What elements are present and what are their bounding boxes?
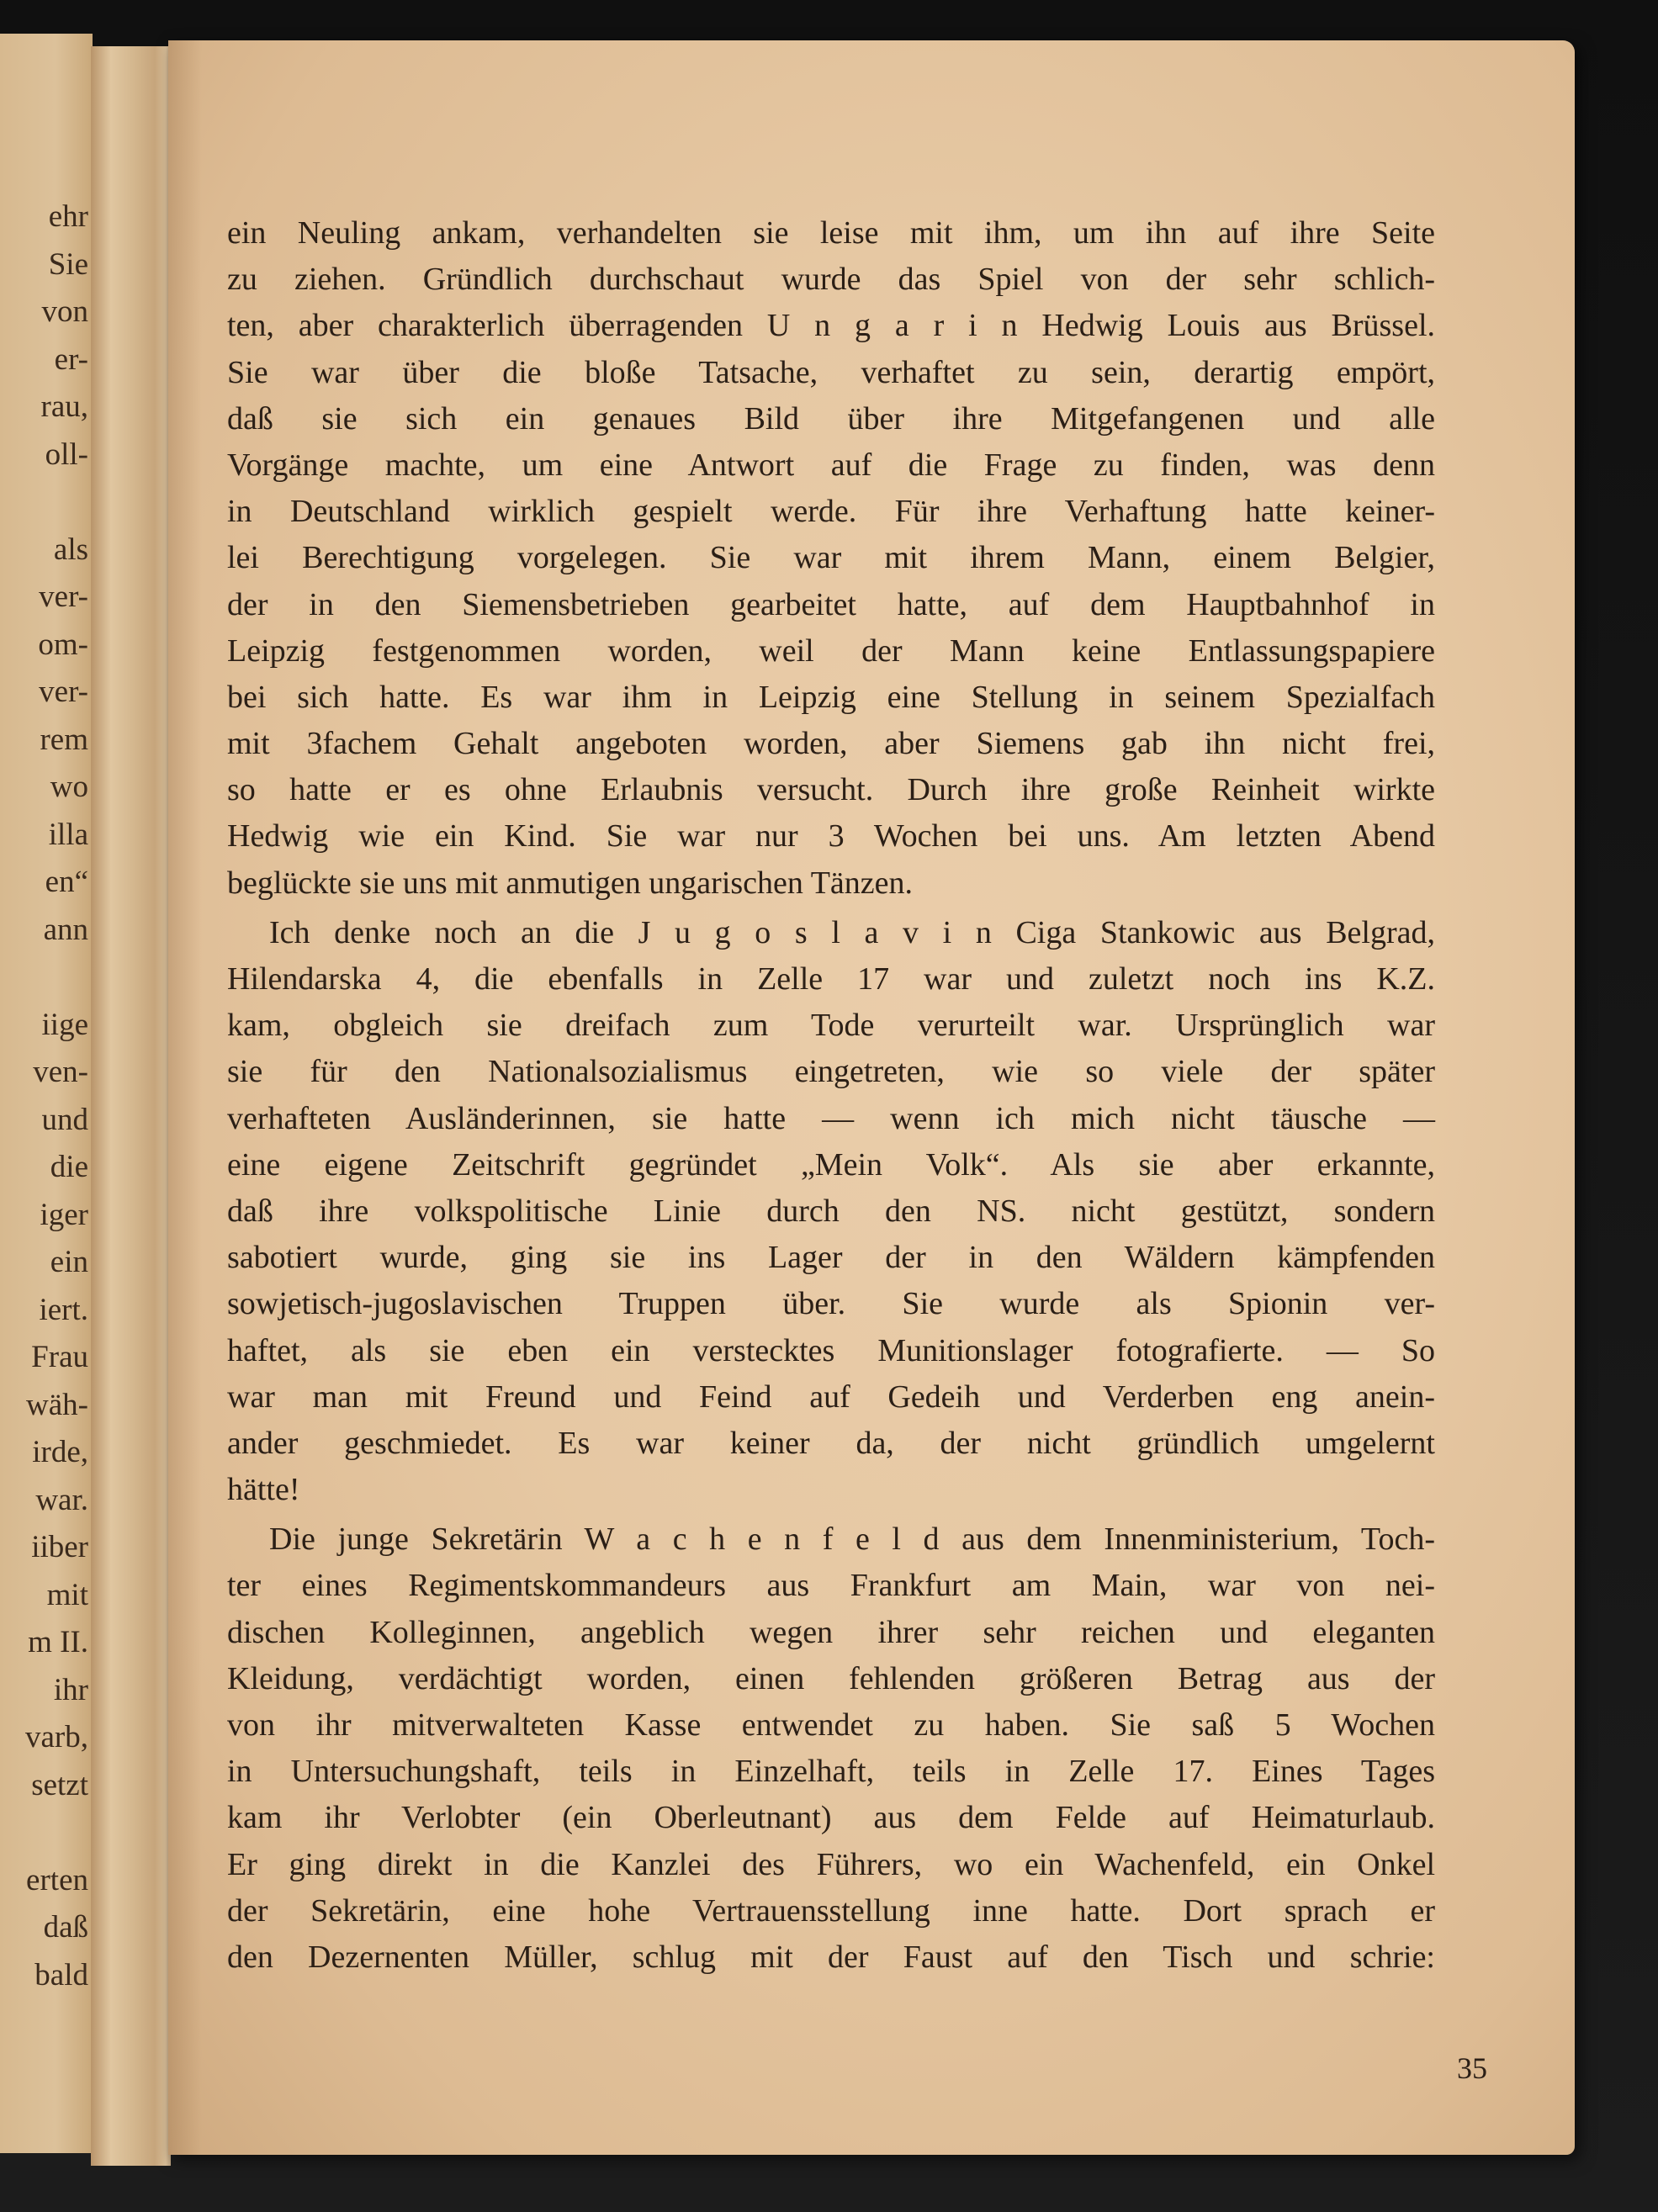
facing-page-fragment: iger bbox=[40, 1197, 88, 1232]
facing-page-fragment: mit bbox=[46, 1577, 88, 1612]
text-line: zu ziehen. Gründlich durchschaut wurde das Spiel von der sehr schlich- bbox=[227, 262, 1435, 298]
text-line: ter eines Regimentskommandeurs aus Frankfurt am Main, war von nei- bbox=[227, 1568, 1435, 1604]
text-line: ten, aber charakterlich überragenden U n g a r i n Hedwig Louis aus Brüssel. bbox=[227, 308, 1435, 344]
facing-page-fragment: Frau bbox=[31, 1340, 88, 1374]
facing-page-fragment: ann bbox=[43, 912, 88, 947]
body-text bbox=[227, 210, 1435, 1984]
facing-page-fragment: wäh- bbox=[26, 1387, 88, 1422]
text-line: sowjetisch-jugoslavischen Truppen über. Sie wurde als Spionin ver- bbox=[227, 1286, 1435, 1322]
facing-page-fragment: ehr bbox=[48, 199, 88, 234]
text-line: mit 3fachem Gehalt angeboten worden, aber Siemens gab ihn nicht frei, bbox=[227, 726, 1435, 762]
text-line: dischen Kolleginnen, angeblich wegen ihrer sehr reichen und eleganten bbox=[227, 1614, 1435, 1650]
facing-page-fragment bbox=[0, 479, 88, 527]
text-line: hätte! bbox=[227, 1472, 300, 1508]
facing-page-fragment: er- bbox=[54, 341, 88, 377]
facing-page-fragment: rau, bbox=[40, 389, 88, 424]
text-line: Kleidung, verdächtigt worden, einen fehlenden größeren Betrag aus der bbox=[227, 1660, 1435, 1696]
text-line: bei sich hatte. Es war ihm in Leipzig eine Stellung in seinem Spezialfach bbox=[227, 679, 1435, 715]
text-line: sie für den Nationalsozialismus eingetreten, wie so viele der später bbox=[227, 1054, 1435, 1090]
facing-page-fragment: war. bbox=[35, 1482, 88, 1517]
text-line: lei Berechtigung vorgelegen. Sie war mit ihrem Mann, einem Belgier, bbox=[227, 540, 1435, 576]
facing-page-fragment: als bbox=[53, 532, 88, 567]
facing-page-fragment: ein bbox=[50, 1245, 88, 1279]
book-page bbox=[168, 40, 1575, 2155]
facing-page-fragment: setzt bbox=[31, 1767, 88, 1802]
facing-page-fragment bbox=[0, 954, 88, 1002]
text-line: sabotiert wurde, ging sie ins Lager der in den Wäldern kämpfenden bbox=[227, 1240, 1435, 1276]
facing-page-text-fragments bbox=[0, 193, 88, 1999]
facing-page-fragment: m II. bbox=[28, 1625, 88, 1659]
facing-page-fragment: iige bbox=[41, 1007, 88, 1042]
text-line: Die junge Sekretärin W a c h e n f e l d aus dem Innenministerium, Toch- bbox=[269, 1521, 1435, 1558]
page-number: 35 bbox=[1457, 2051, 1487, 2085]
text-line: Leipzig festgenommen worden, weil der Mann keine Entlassungspapiere bbox=[227, 632, 1435, 669]
facing-page-fragment: irde, bbox=[32, 1435, 88, 1469]
text-line: haftet, als sie eben ein verstecktes Munitionslager fotografierte. — So bbox=[227, 1332, 1435, 1368]
text-line: Hilendarska 4, die ebenfalls in Zelle 17 war und zuletzt noch ins K.Z. bbox=[227, 961, 1435, 997]
text-line: von ihr mitverwalteten Kasse entwendet zu haben. Sie saß 5 Wochen bbox=[227, 1707, 1435, 1743]
text-line: daß sie sich ein genaues Bild über ihre Mitgefangenen und alle bbox=[227, 400, 1435, 437]
text-line: der in den Siemensbetrieben gearbeitet hatte, auf dem Hauptbahnhof in bbox=[227, 586, 1435, 622]
text-line: Er ging direkt in die Kanzlei des Führers, wo ein Wachenfeld, ein Onkel bbox=[227, 1846, 1435, 1882]
facing-page-fragment: rem bbox=[40, 722, 88, 757]
text-line: ander geschmiedet. Es war keiner da, der nicht gründlich umgelernt bbox=[227, 1425, 1435, 1461]
paragraph bbox=[227, 210, 1435, 907]
facing-page-fragment: und bbox=[41, 1102, 88, 1137]
facing-page-fragment: illa bbox=[48, 817, 88, 852]
text-line: Ich denke noch an die J u g o s l a v i n Ciga Stankowic aus Belgrad, bbox=[269, 914, 1435, 950]
page-edge-stack bbox=[91, 46, 171, 2166]
facing-page-fragment: bald bbox=[34, 1957, 88, 1992]
facing-page-fragment: ver- bbox=[39, 579, 88, 614]
text-line: ein Neuling ankam, verhandelten sie leise mit ihm, um ihn auf ihre Seite bbox=[227, 215, 1435, 251]
facing-page bbox=[0, 34, 93, 2153]
facing-page-fragment: om- bbox=[38, 627, 88, 662]
text-line: in Untersuchungshaft, teils in Einzelhaft, teils in Zelle 17. Eines Tages bbox=[227, 1754, 1435, 1790]
paragraph bbox=[227, 910, 1435, 1513]
text-line: beglückte sie uns mit anmutigen ungarischen Tänzen. bbox=[227, 865, 914, 901]
text-line: war man mit Freund und Feind auf Gedeih und Verderben eng anein- bbox=[227, 1379, 1435, 1415]
text-line: kam, obgleich sie dreifach zum Tode verurteilt war. Ursprünglich war bbox=[227, 1008, 1435, 1044]
facing-page-fragment: ihr bbox=[53, 1672, 88, 1707]
facing-page-fragment: erten bbox=[26, 1862, 88, 1897]
facing-page-fragment: ver- bbox=[39, 675, 88, 709]
text-line: Sie war über die bloße Tatsache, verhaftet zu sein, derartig empört, bbox=[227, 354, 1435, 390]
facing-page-fragment: ven- bbox=[33, 1055, 88, 1089]
facing-page-fragment: iert. bbox=[39, 1292, 88, 1327]
facing-page-fragment: iiber bbox=[31, 1530, 88, 1564]
text-line: eine eigene Zeitschrift gegründet „Mein Volk“. Als sie aber erkannte, bbox=[227, 1146, 1435, 1183]
text-line: Vorgänge machte, um eine Antwort auf die Frage zu finden, was denn bbox=[227, 447, 1435, 483]
facing-page-fragment: die bbox=[50, 1150, 88, 1184]
text-line: Hedwig wie ein Kind. Sie war nur 3 Wochen bei uns. Am letzten Abend bbox=[227, 818, 1435, 855]
facing-page-fragment: von bbox=[41, 294, 88, 329]
facing-page-fragment: Sie bbox=[48, 246, 88, 282]
facing-page-fragment: en“ bbox=[45, 865, 88, 899]
text-line: den Dezernenten Müller, schlug mit der Faust auf den Tisch und schrie: bbox=[227, 1939, 1435, 1975]
text-line: verhafteten Ausländerinnen, sie hatte — wenn ich mich nicht täusche — bbox=[227, 1100, 1435, 1136]
paragraph bbox=[227, 1516, 1435, 1981]
facing-page-fragment bbox=[0, 1809, 88, 1857]
text-line: der Sekretärin, eine hohe Vertrauensstellung inne hatte. Dort sprach er bbox=[227, 1892, 1435, 1929]
text-line: in Deutschland wirklich gespielt werde. Für ihre Verhaftung hatte keiner- bbox=[227, 494, 1435, 530]
facing-page-fragment: daß bbox=[43, 1910, 88, 1945]
facing-page-fragment: oll- bbox=[45, 437, 88, 472]
facing-page-fragment: varb, bbox=[25, 1720, 88, 1754]
text-line: so hatte er es ohne Erlaubnis versucht. Durch ihre große Reinheit wirkte bbox=[227, 772, 1435, 808]
facing-page-fragment: wo bbox=[50, 770, 88, 804]
text-line: kam ihr Verlobter (ein Oberleutnant) aus dem Felde auf Heimaturlaub. bbox=[227, 1800, 1435, 1836]
text-line: daß ihre volkspolitische Linie durch den NS. nicht gestützt, sondern bbox=[227, 1193, 1435, 1229]
